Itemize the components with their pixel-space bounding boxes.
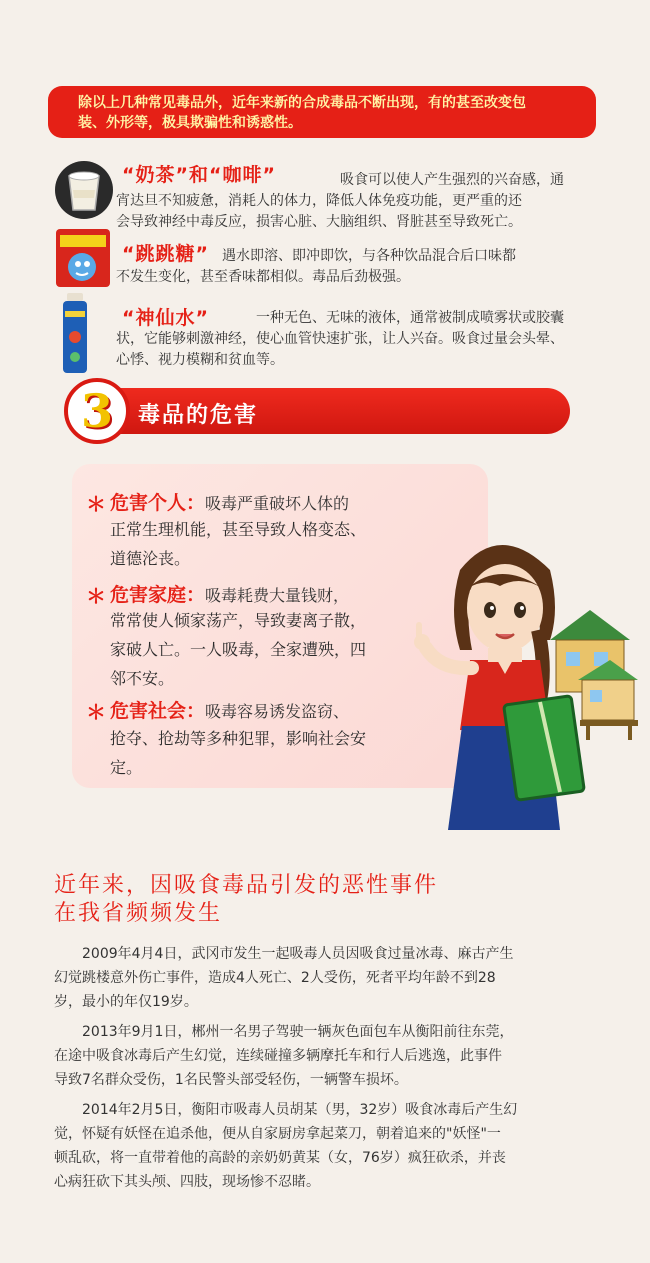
news-line: 心病狂砍下其头颅、四肢，现场惨不忍睹。 xyxy=(54,1174,320,1190)
harm-text-line: 常常使人倾家荡产，导致妻离子散， xyxy=(110,611,367,630)
news-line: 2014年2月5日，衡阳市吸毒人员胡某（男，32岁）吸食冰毒后产生幻 xyxy=(54,1102,518,1118)
drug-text-line: 不发生变化，甚至香味都相似。毒品后劲极强。 xyxy=(116,269,410,285)
harm-text-line: 定。 xyxy=(110,758,143,777)
news-title-line: 在我省频频发生 xyxy=(54,901,223,926)
harm-text-line: 抢夺、抢劫等多种犯罪，影响社会安 xyxy=(110,729,367,748)
drug-description xyxy=(88,170,608,233)
section-title: 毒品的危害 xyxy=(138,403,259,428)
news-line: 2013年9月1日，郴州一名男子驾驶一辆灰色面包车从衡阳前往东莞， xyxy=(54,1024,514,1040)
drug-text-line: 心悸、视力模糊和贫血等。 xyxy=(116,352,284,368)
harm-family-body xyxy=(110,606,440,693)
girl-illustration xyxy=(400,530,640,840)
candy-pack-icon xyxy=(54,227,112,289)
drug-text-line: 吸食可以使人产生强烈的兴奋感，通 xyxy=(340,172,564,188)
news-title xyxy=(54,872,438,928)
drug-text-line: 遇水即溶、即冲即饮，与各种饮品混合后口味都 xyxy=(222,248,516,264)
drug-description xyxy=(116,308,616,371)
drug-text-line: 一种无色、无味的液体，通常被制成喷雾状或胶囊 xyxy=(256,310,564,326)
bottle-icon xyxy=(62,293,88,375)
drug-text-line: 状，它能够刺激神经，使心血管快速扩张，让人兴奋。吸食过量会头晕、 xyxy=(116,331,564,347)
harm-text-line: 家破人亡。一人吸毒，全家遭殃，四 xyxy=(110,640,367,659)
drug-text-line: 会导致神经中毒反应，损害心脏、大脑组织、肾脏甚至导致死亡。 xyxy=(116,214,522,230)
intro-banner xyxy=(48,86,596,138)
news-line: 顿乱砍，将一直带着他的高龄的亲奶奶黄某（女，76岁）疯狂砍杀，并丧 xyxy=(54,1150,506,1166)
drug-text-line: 宵达旦不知疲惫，消耗人的体力，降低人体免疫功能，更严重的还 xyxy=(116,193,522,209)
harm-text-line: 正常生理机能，甚至导致人格变态、 xyxy=(110,520,367,539)
harm-text-line: 吸毒耗费大量钱财， xyxy=(205,586,350,605)
section-number: 3 xyxy=(80,384,113,438)
star-bullet-icon: ＊ xyxy=(86,700,106,724)
news-paragraph xyxy=(54,1098,614,1194)
harm-text-line: 吸毒严重破坏人体的 xyxy=(205,494,350,513)
news-line: 觉，怀疑有妖怪在追杀他，便从自家厨房拿起菜刀，朝着追来的"妖怪"一 xyxy=(54,1126,501,1142)
harm-heading: 危害个人： xyxy=(110,492,206,514)
news-line: 幻觉跳楼意外伤亡事件，造成4人死亡、2人受伤，死者平均年龄不到28 xyxy=(54,970,496,986)
harm-text-line: 道德沦丧。 xyxy=(110,549,191,568)
harm-society-body xyxy=(110,724,440,782)
star-bullet-icon: ＊ xyxy=(86,584,106,608)
news-paragraph xyxy=(54,942,614,1014)
news-title-line: 近年来，因吸食毒品引发的恶性事件 xyxy=(54,873,439,898)
news-line: 导致7名群众受伤，1名民警头部受轻伤，一辆警车损坏。 xyxy=(54,1072,408,1088)
drug-name: “神仙水” xyxy=(122,307,209,329)
news-line: 岁，最小的年仅19岁。 xyxy=(54,994,198,1010)
drug-description xyxy=(116,246,616,288)
news-paragraph xyxy=(54,1020,614,1092)
drug-name: “跳跳糖” xyxy=(122,243,209,265)
drug-name: “奶茶”和“咖啡” xyxy=(122,164,276,186)
harm-personal-body xyxy=(110,515,440,573)
intro-line: 除以上几种常见毒品外，近年来新的合成毒品不断出现，有的甚至改变包 xyxy=(78,95,526,111)
news-line: 在途中吸食冰毒后产生幻觉，连续碰撞多辆摩托车和行人后逃逸，此事件 xyxy=(54,1048,502,1064)
news-line: 2009年4月4日，武冈市发生一起吸毒人员因吸食过量冰毒、麻古产生 xyxy=(54,946,514,962)
harm-text-line: 邻不安。 xyxy=(110,669,175,688)
harm-heading: 危害家庭： xyxy=(110,584,206,606)
section-number-badge xyxy=(64,378,130,444)
intro-line: 装、外形等，极具欺骗性和诱惑性。 xyxy=(78,115,302,131)
harm-text-line: 吸毒容易诱发盗窃、 xyxy=(205,702,350,721)
star-bullet-icon: ＊ xyxy=(86,492,106,516)
harm-heading: 危害社会： xyxy=(110,700,206,722)
